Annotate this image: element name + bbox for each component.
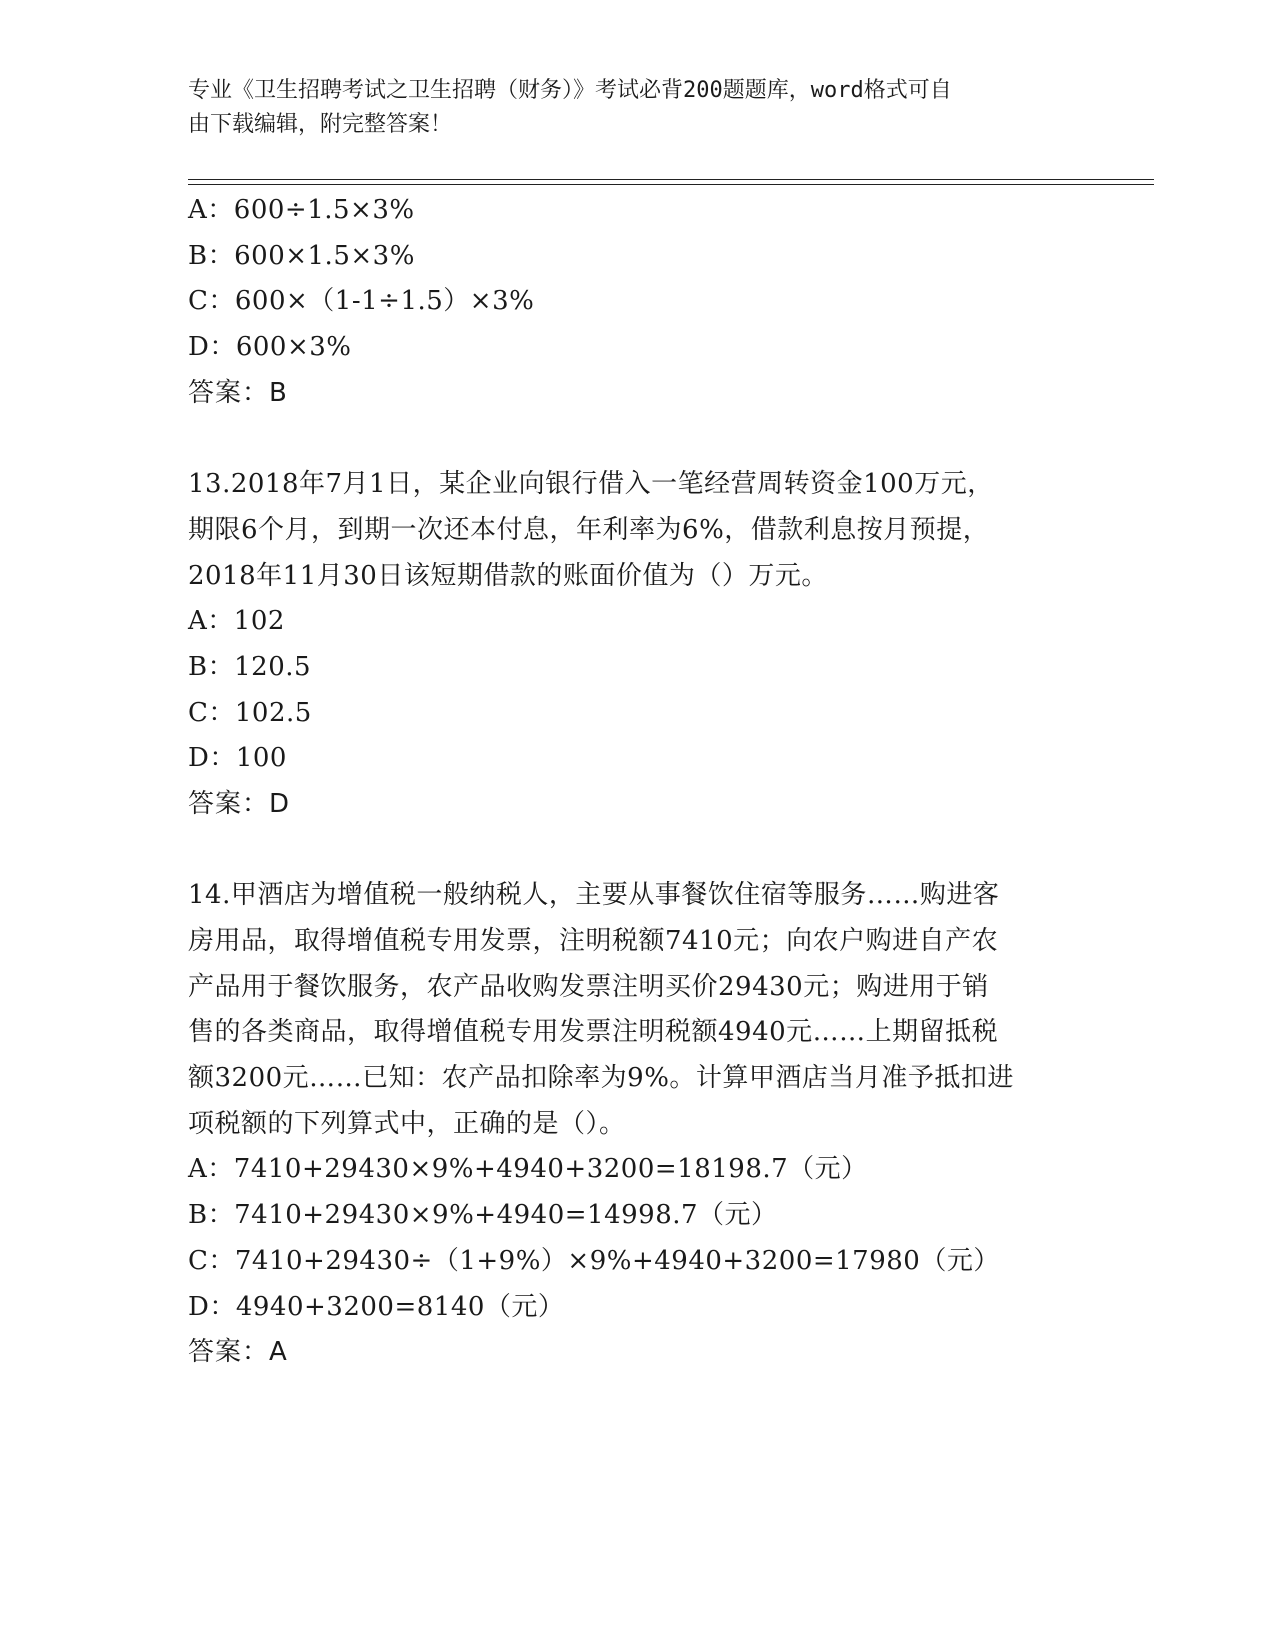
header-line-2: 由下载编辑，附完整答案！ (188, 112, 453, 137)
option-b: B：120.5 (188, 651, 312, 682)
question-14 (188, 873, 1088, 1376)
answer-line: 答案：D (188, 788, 291, 819)
question-text-line: 2018年11月30日该短期借款的账面价值为（）万元。 (188, 560, 828, 591)
question-text-line: 期限6个月，到期一次还本付息，年利率为6%，借款利息按月预提， (188, 514, 990, 545)
option-c: C：600×（1-1÷1.5）×3% (188, 286, 535, 317)
option-d: D：4940+3200=8140（元） (188, 1291, 565, 1322)
option-b: B：600×1.5×3% (188, 240, 415, 271)
question-text-line: 额3200元……已知：农产品扣除率为9%。计算甲酒店当月准予抵扣进 (188, 1063, 1014, 1094)
answer-line: 答案：B (188, 377, 288, 408)
question-text-line: 项税额的下列算式中，正确的是（）。 (188, 1108, 626, 1139)
option-d: D：100 (188, 743, 287, 774)
header-divider-bottom (188, 184, 1154, 185)
option-b: B：7410+29430×9%+4940=14998.7（元） (188, 1200, 778, 1231)
question-text-line: 产品用于餐饮服务，农产品收购发票注明买价29430元；购进用于销 (188, 971, 989, 1002)
question-text-line: 14.甲酒店为增值税一般纳税人，主要从事餐饮住宿等服务……购进客 (188, 880, 1000, 911)
question-12 (188, 188, 1088, 416)
question-text-line: 房用品，取得增值税专用发票，注明税额7410元；向农户购进自产农 (188, 926, 999, 956)
option-c: C：102.5 (188, 697, 312, 728)
header-divider-top (188, 179, 1154, 180)
answer-line: 答案：A (188, 1337, 288, 1368)
question-content (188, 188, 1088, 1376)
option-a: A：102 (188, 606, 285, 637)
option-c: C：7410+29430÷（1+9%）×9%+4940+3200=17980（元） (188, 1245, 1000, 1276)
option-a: A：7410+29430×9%+4940+3200=18198.7（元） (188, 1154, 868, 1185)
header-line-1: 专业《卫生招聘考试之卫生招聘（财务）》考试必背200题题库，word格式可自 (188, 78, 952, 103)
option-a: A：600÷1.5×3% (188, 195, 415, 225)
document-header (188, 74, 1078, 142)
question-text-line: 售的各类商品，取得增值税专用发票注明税额4940元……上期留抵税 (188, 1017, 999, 1048)
question-13 (188, 462, 1088, 828)
question-text-line: 13.2018年7月1日，某企业向银行借入一笔经营周转资金100万元， (188, 469, 994, 500)
option-d: D：600×3% (188, 332, 352, 363)
